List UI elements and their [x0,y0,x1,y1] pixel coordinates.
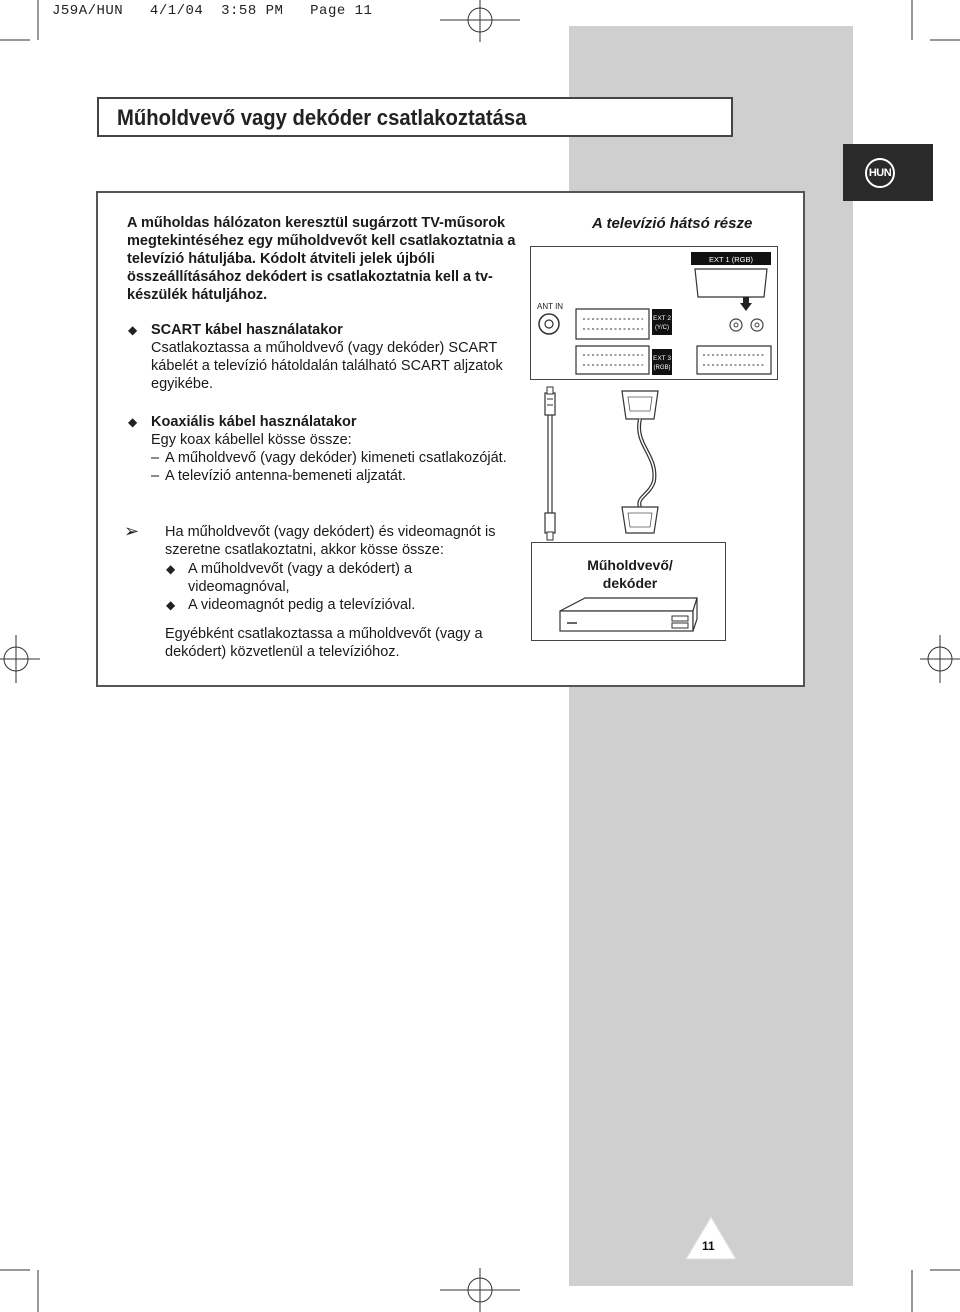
ext2-label: EXT 2 [653,315,671,322]
coax-line: Egy koax kábellel kösse össze: [151,432,352,448]
coax-item: A műholdvevő (vagy dekóder) kimeneti csatlakozóját. [165,450,507,466]
page-number: 11 [702,1239,715,1253]
set-top-box-icon [555,593,705,638]
language-badge [843,144,933,201]
scart-line: Csatlakoztassa a műholdvevő (vagy dekóder) SCART [151,340,498,356]
intro-line: összeállításához dekódert is csatlakoztatnia kell a tv- [127,269,493,285]
rear-panel-drawing [531,247,779,381]
note-item-line: A videomagnót pedig a televízióval. [188,597,416,613]
print-header: J59A/HUN 4/1/04 3:58 PM Page 11 [52,3,373,19]
language-badge-label: HUN [865,158,895,188]
ext1-label: EXT 1 (RGB) [708,255,754,264]
note-item-line: A műholdvevőt (vagy a dekódert) a [188,561,413,577]
set-top-box-label [560,556,700,592]
ext1-socket [695,269,767,297]
cables-drawing [530,385,670,545]
ext-right-socket [697,346,771,374]
diamond-bullet-icon: ◆ [128,415,138,429]
arrow-down-icon [740,303,752,311]
ext2-socket [576,309,649,339]
coax-item: A televízió antenna-bemeneti aljzatát. [165,468,407,484]
page-title: Műholdvevő vagy dekóder csatlakoztatása [117,105,527,130]
note-footer-line: dekódert) közvetlenül a televízióhoz. [165,644,400,660]
tv-rear-panel [530,246,778,380]
intro-line: készülék hátuljához. [127,287,268,303]
page-title-box [97,97,733,137]
set-top-box-label-line: Műholdvevő/ [587,557,673,573]
ext3-label: EXT 3 [653,355,671,362]
ext2-label-bg [652,309,672,335]
arrow-note-icon: ➢ [124,521,140,541]
note-footer-line: Egyébként csatlakoztassa a műholdvevőt (vagy a [165,626,483,642]
scart-heading: SCART kábel használatakor [151,322,343,338]
set-top-box-label-line: dekóder [602,575,658,591]
intro-line: televízió hátuljába. Kódolt átviteli jelek újbóli [127,251,435,267]
scart-line: kábelét a televízió hátoldalán található SCART aljzatok [151,358,503,374]
ext3-sublabel: (RGB) [653,365,671,371]
note-line: szeretne csatlakoztatni, akkor kösse össze: [165,542,444,558]
intro-line: A műholdas hálózaton keresztül sugárzott TV-műsorok [127,215,506,231]
diamond-bullet-icon: ◆ [128,323,138,337]
tv-rear-label: A televízió hátsó része [592,215,753,232]
ext3-label-bg [652,349,672,375]
note-line: Ha műholdvevőt (vagy dekódert) és videomagnót is [165,524,496,540]
intro-line: megtekintéséhez egy műholdvevőt kell csatlakoztatnia a [127,233,516,249]
scart-cable [622,391,658,533]
coax-cable [545,387,555,540]
ext2-sublabel: (Y/C) [655,325,669,331]
scart-line: egyikébe. [151,376,214,392]
dash-icon: – [151,468,160,484]
ext3-socket [576,346,649,374]
ant-in-label: ANT IN [537,302,564,311]
diamond-bullet-icon: ◆ [166,562,176,576]
coax-heading: Koaxiális kábel használatakor [151,414,357,430]
dash-icon: – [151,450,160,466]
page-number-triangle [684,1215,738,1261]
note-item-line: videomagnóval, [188,579,290,595]
diamond-bullet-icon: ◆ [166,598,176,612]
